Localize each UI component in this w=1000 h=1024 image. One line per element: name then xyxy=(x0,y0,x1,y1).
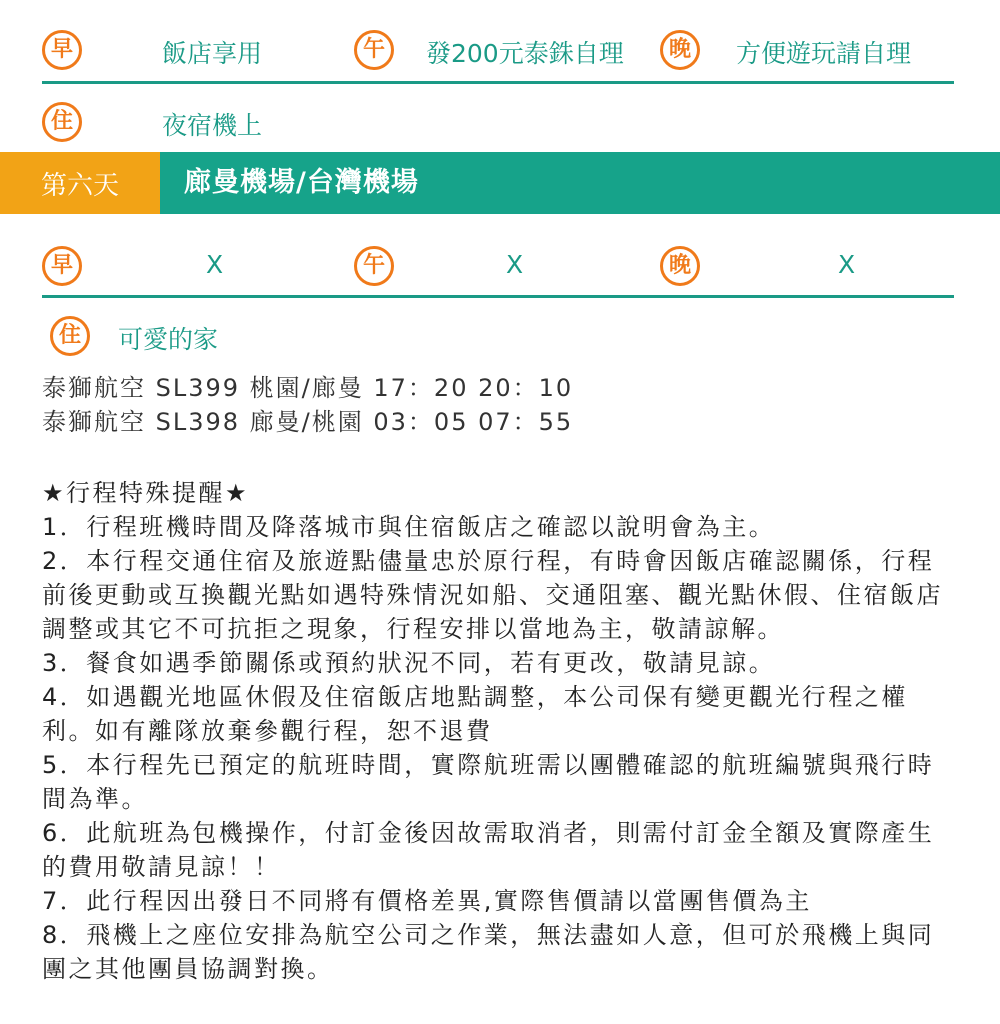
dinner-text: 方便遊玩請自理 xyxy=(736,39,912,68)
day6-meals-row xyxy=(0,236,1000,296)
dinner-badge-icon: 晚 xyxy=(660,246,700,286)
stay-text: 夜宿機上 xyxy=(162,111,263,140)
breakfast-text: X xyxy=(206,250,224,279)
note-item: 6．此航班為包機操作，付訂金後因故需取消者，則需付訂金全額及實際產生的費用敬請見諒！！ xyxy=(42,819,935,881)
day6-stay-row xyxy=(0,306,1000,366)
note-item: 5．本行程先已預定的航班時間，實際航班需以團體確認的航班編號與飛行時間為準。 xyxy=(42,751,935,813)
note-item: 1．行程班機時間及降落城市與住宿飯店之確認以說明會為主。 xyxy=(42,513,776,541)
divider-line xyxy=(42,295,954,298)
dinner-text: X xyxy=(838,250,856,279)
special-notes xyxy=(42,476,958,986)
stay-badge-icon: 住 xyxy=(42,102,82,142)
note-item: 7．此行程因出發日不同將有價格差異,實際售價請以當團售價為主 xyxy=(42,887,812,915)
prev-day-meals-row xyxy=(0,20,1000,80)
breakfast-text: 飯店享用 xyxy=(162,39,263,68)
divider-line xyxy=(42,81,954,84)
stay-badge-icon: 住 xyxy=(50,316,90,356)
lunch-text: X xyxy=(506,250,524,279)
note-item: 4．如遇觀光地區休假及住宿飯店地點調整，本公司保有變更觀光行程之權利。如有離隊放棄參觀行程，恕不退費 xyxy=(42,683,908,745)
note-item: 8．飛機上之座位安排為航空公司之作業，無法盡如人意，但可於飛機上與同團之其他團員協調對換。 xyxy=(42,921,935,983)
dinner-badge-icon: 晚 xyxy=(660,30,700,70)
note-item: 2．本行程交通住宿及旅遊點儘量忠於原行程，有時會因飯店確認關係，行程前後更動或互換觀光點如遇特殊情況如船、交通阻塞、觀光點休假、住宿飯店調整或其它不可抗拒之現象，行程安排以當地為主，敬請諒解。 xyxy=(42,547,943,643)
note-item: 3．餐食如遇季節關係或預約狀況不同，若有更改，敬請見諒。 xyxy=(42,649,776,677)
flight-info xyxy=(42,371,573,439)
breakfast-badge-icon: 早 xyxy=(42,30,82,70)
flight-line: 泰獅航空 SL399 桃園/廊曼 17：20 20：10 xyxy=(42,374,574,402)
lunch-text: 發200元泰銖自理 xyxy=(426,39,624,68)
notes-title: ★行程特殊提醒★ xyxy=(42,479,250,507)
prev-day-stay-row xyxy=(0,92,1000,152)
lunch-badge-icon: 午 xyxy=(354,246,394,286)
day-route-title: 廊曼機場/台灣機場 xyxy=(184,167,419,198)
stay-text: 可愛的家 xyxy=(118,325,219,354)
lunch-badge-icon: 午 xyxy=(354,30,394,70)
day-header-bar xyxy=(0,152,1000,214)
flight-line: 泰獅航空 SL398 廊曼/桃園 03：05 07：55 xyxy=(42,408,574,436)
breakfast-badge-icon: 早 xyxy=(42,246,82,286)
day-label: 第六天 xyxy=(0,152,160,214)
